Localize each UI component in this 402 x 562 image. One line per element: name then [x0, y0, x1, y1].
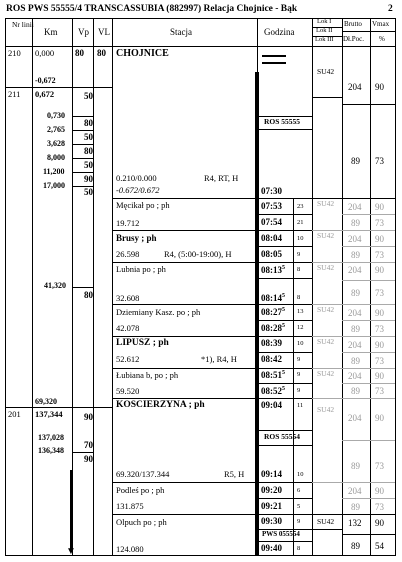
ros-sep [257, 129, 312, 130]
length-value: 89 [351, 324, 360, 334]
station-name: Męcikał po ; ph [116, 200, 170, 210]
ros-sep [257, 430, 312, 431]
document-title: ROS PWS 55555/4 TRANSCASSUBIA (882997) Relacja Chojnice - Bąk [6, 4, 298, 14]
station-km: 32.608 [116, 293, 140, 303]
header-lok3: Lok III [315, 36, 334, 43]
brutto-value: 204 [348, 265, 362, 275]
col-divider-brutto [342, 18, 343, 556]
run-minutes: 21 [297, 219, 304, 226]
arrival-time: $08:27^5$ [261, 307, 285, 317]
grey-sep [312, 482, 395, 483]
header-km: Km [44, 27, 58, 37]
locomotive-type: SU42 [317, 67, 335, 76]
page-number: 2 [388, 4, 393, 14]
km-value: 17,000 [43, 181, 65, 190]
pct-value: 73 [375, 288, 384, 298]
length-value: 89 [351, 541, 360, 551]
departure-time: 07:30 [261, 186, 282, 196]
run-minutes: 8 [297, 294, 301, 301]
col-divider-vl [93, 18, 94, 556]
vp-sep [72, 158, 93, 159]
brutto-sep [342, 104, 395, 105]
km-value: 0,730 [47, 111, 65, 120]
station-km: 0.210/0.000 [116, 173, 157, 183]
ros-label: ROS 55555 [264, 117, 301, 126]
station-km: 131.875 [116, 501, 144, 511]
vp-value: 80 [84, 118, 93, 128]
row-sep [112, 398, 312, 399]
km-value: 0,672 [35, 89, 55, 99]
line-201: 201 [8, 409, 21, 419]
pct-value: 73 [375, 356, 384, 366]
pct-value: 73 [375, 156, 384, 166]
km-value: 0,000 [35, 48, 55, 58]
station-km: 42.078 [116, 323, 140, 333]
station-name: LIPUSZ ; ph [116, 338, 169, 348]
vp-sep [72, 144, 93, 145]
col-divider-km [32, 18, 33, 556]
run-minutes: 5 [297, 503, 301, 510]
time-dash [262, 62, 286, 64]
header-lok2: Lok II [316, 27, 333, 34]
station-name: Lubnia po ; ph [116, 264, 166, 274]
station-km: 69.320/137.344 [116, 469, 170, 479]
brutto-value: 204 [348, 308, 362, 318]
vp-value: 80 [84, 146, 93, 156]
km-value: 11,200 [43, 167, 65, 176]
brutto-value: 204 [348, 340, 362, 350]
lok-sep [312, 529, 342, 530]
station-km: 124.080 [116, 544, 144, 554]
run-minutes: 8 [297, 545, 301, 552]
station-km: 26.598 [116, 249, 140, 259]
arrival-time: 08:39 [261, 338, 282, 348]
time-sep [257, 352, 312, 353]
vp-sep [72, 130, 93, 131]
vp-value: 80 [84, 290, 93, 300]
vmax-value: 90 [375, 340, 384, 350]
line-211: 211 [8, 89, 21, 99]
right-row-sep [312, 514, 395, 515]
vp-sep [72, 116, 93, 117]
lok-sep [312, 97, 342, 98]
vmax-value: 90 [375, 371, 384, 381]
km-value: 137,028 [38, 433, 64, 442]
vmax-value: 90 [375, 234, 384, 244]
grey-sep [342, 352, 395, 353]
time-sep [257, 214, 312, 215]
row-sep [112, 230, 312, 231]
pct-value: 73 [375, 250, 384, 260]
vmax-value: 90 [375, 202, 384, 212]
length-value: 89 [351, 502, 360, 512]
km-value: -0,672 [35, 76, 56, 85]
vp-value: 90 [84, 412, 93, 422]
departure-time: 08:05 [261, 249, 282, 259]
departure-time: 09:14 [261, 469, 282, 479]
time-sep [257, 383, 312, 384]
row-sep [112, 368, 312, 369]
length-value: 89 [351, 250, 360, 260]
header-vp: Vp [78, 27, 89, 37]
row-sep [112, 336, 312, 337]
grey-sep [342, 320, 395, 321]
run-minutes: 9 [297, 387, 301, 394]
vp-sep [72, 287, 93, 288]
length-value: 89 [351, 356, 360, 366]
arrival-time: $08:51^5$ [261, 370, 285, 380]
run-minutes: 12 [297, 324, 304, 331]
arrival-time: 07:53 [261, 201, 282, 211]
pct-value: 73 [375, 218, 384, 228]
locomotive-type: SU42 [317, 199, 335, 208]
km-value: 136,348 [38, 446, 64, 455]
vmax-value: 90 [375, 82, 384, 92]
station-name: KOSCIERZYNA ; ph [116, 400, 205, 410]
vp-value: 90 [84, 174, 93, 184]
locomotive-type: SU42 [317, 263, 335, 272]
col-divider-lok [312, 18, 313, 556]
col-divider-vmax [370, 18, 371, 556]
station-note: *1), R4, H [201, 354, 237, 364]
vp-value: 50 [84, 160, 93, 170]
run-minutes: 23 [297, 203, 304, 210]
time-sep [257, 320, 312, 321]
ros-sep [257, 445, 312, 446]
row-sep-211 [5, 87, 112, 88]
run-minutes: 9 [297, 371, 301, 378]
vp-value: 70 [84, 440, 93, 450]
locomotive-type: SU42 [317, 337, 335, 346]
table-right-border [395, 18, 396, 556]
km-value: 41,320 [44, 281, 66, 290]
station-name: Brusy ; ph [116, 233, 157, 243]
time-sep [257, 498, 312, 499]
vl-value: 80 [97, 48, 106, 58]
time-sep [257, 246, 312, 247]
ros-label: ROS 55554 [264, 432, 301, 441]
grey-sep [342, 498, 395, 499]
col-divider-stacja [112, 18, 113, 556]
grey-sep [312, 398, 395, 399]
header-nr-linii: Nr linii [12, 20, 34, 29]
station-name: CHOJNICE [116, 48, 169, 59]
run-minutes: 13 [297, 308, 304, 315]
header-brutto: Brutto [344, 20, 362, 28]
run-minutes: 9 [297, 251, 301, 258]
pct-value: 73 [375, 386, 384, 396]
brutto-value: 204 [348, 371, 362, 381]
departure-time: 09:21 [261, 501, 282, 511]
run-minutes: 10 [297, 471, 304, 478]
vp-sep [72, 452, 93, 453]
vp-value: 80 [75, 48, 84, 58]
run-minutes: 9 [297, 356, 301, 363]
vp-value: 50 [84, 187, 93, 197]
row-sep [112, 198, 312, 199]
brutto-value: 204 [348, 413, 362, 423]
arrival-time: 09:30 [261, 516, 282, 526]
header-bottom-border [5, 46, 395, 47]
row-sep [112, 304, 312, 305]
run-minutes: 10 [297, 235, 304, 242]
header-dlpoc: Dł.Poc. [343, 35, 364, 43]
header-vl: VL [98, 27, 110, 37]
departure-time: $08:14^5$ [261, 293, 285, 303]
departure-time: 07:54 [261, 217, 282, 227]
vmax-value: 90 [375, 486, 384, 496]
table-bottom-border [5, 555, 395, 556]
time-sep [257, 278, 312, 279]
station-name: Łubiana b, po ; ph [116, 370, 179, 380]
vp-sep [72, 172, 93, 173]
grey-sep [342, 383, 395, 384]
length-value: 89 [351, 461, 360, 471]
station-note: R5, H [224, 469, 245, 479]
grey-sep [342, 440, 395, 441]
grey-sep [342, 246, 395, 247]
arrival-time: 09:04 [261, 400, 282, 410]
station-name: Podleś po ; ph [116, 485, 165, 495]
km-value: 137,344 [35, 409, 63, 419]
run-minutes: 10 [297, 340, 304, 347]
col-divider-count [293, 198, 294, 556]
pct-value: 73 [375, 461, 384, 471]
vp-sep [72, 186, 93, 187]
grey-sep [342, 214, 395, 215]
brutto-value: 204 [348, 486, 362, 496]
brutto-divider [342, 31, 395, 32]
row-sep [112, 262, 312, 263]
row-sep [112, 514, 312, 515]
table-top-border [5, 18, 395, 19]
arrival-time: $08:13^5$ [261, 265, 285, 275]
locomotive-type: SU42 [317, 231, 335, 240]
vmax-value: 90 [375, 265, 384, 275]
station-km: 19.712 [116, 218, 140, 228]
departure-time: $08:52^5$ [261, 386, 285, 396]
brutto-sep [342, 534, 395, 535]
station-name: Olpuch po ; ph [116, 517, 167, 527]
row-sep-201 [5, 407, 112, 408]
departure-time: 09:40 [261, 543, 282, 553]
time-dash [262, 55, 286, 57]
track-bar [255, 72, 259, 556]
header-lok1: Lok I [317, 18, 332, 25]
station-name: Dziemiany Kasz. po ; ph [116, 307, 201, 317]
station-km: -0.672/0.672 [116, 185, 160, 195]
locomotive-type: SU42 [317, 517, 335, 526]
brutto-value: 132 [348, 518, 362, 528]
arrow-down-icon: ▼ [66, 546, 76, 557]
brutto-value: 204 [348, 234, 362, 244]
vp-value: 50 [84, 132, 93, 142]
length-value: 89 [351, 218, 360, 228]
vp-value: 50 [84, 91, 93, 101]
km-value: 2,765 [47, 125, 65, 134]
grey-sep [342, 280, 395, 281]
vmax-value: 90 [375, 518, 384, 528]
departure-time: $08:28^5$ [261, 323, 285, 333]
vmax-value: 90 [375, 413, 384, 423]
brutto-value: 204 [348, 202, 362, 212]
ros-label: PWS 055554 [262, 530, 300, 538]
length-value: 89 [351, 288, 360, 298]
run-minutes: 6 [297, 487, 301, 494]
header-stacja: Stacja [170, 27, 192, 37]
station-note: R4, RT, H [204, 173, 239, 183]
vmax-value: 90 [375, 308, 384, 318]
table-left-border [5, 18, 6, 556]
locomotive-type: SU42 [317, 369, 335, 378]
km-value: 3,628 [47, 139, 65, 148]
locomotive-type: SU42 [317, 305, 335, 314]
run-minutes: 8 [297, 266, 301, 273]
line-210: 210 [8, 48, 21, 58]
station-km: 59.520 [116, 386, 140, 396]
row-sep [112, 482, 312, 483]
header-godzina: Godzina [264, 27, 295, 37]
brutto-value: 204 [348, 82, 362, 92]
station-km: 52.612 [116, 354, 140, 364]
header-pct: % [379, 35, 385, 43]
length-value: 89 [351, 156, 360, 166]
km-value: 69,320 [35, 397, 57, 406]
departure-time: 08:42 [261, 354, 282, 364]
vp-value: 90 [84, 454, 93, 464]
station-note: R4, (5:00-19:00), H [164, 249, 232, 259]
arrival-time: 09:20 [261, 485, 282, 495]
pct-value: 73 [375, 502, 384, 512]
length-value: 89 [351, 386, 360, 396]
km-value: 8,000 [47, 153, 65, 162]
pct-value: 54 [375, 541, 384, 551]
run-minutes: 9 [297, 518, 301, 525]
locomotive-type: SU42 [317, 405, 335, 414]
header-vmax: Vmax [372, 20, 390, 28]
run-minutes: 11 [297, 402, 304, 409]
ros-sep [257, 541, 312, 542]
continuation-line [70, 470, 72, 550]
pct-value: 73 [375, 324, 384, 334]
arrival-time: 08:04 [261, 233, 282, 243]
